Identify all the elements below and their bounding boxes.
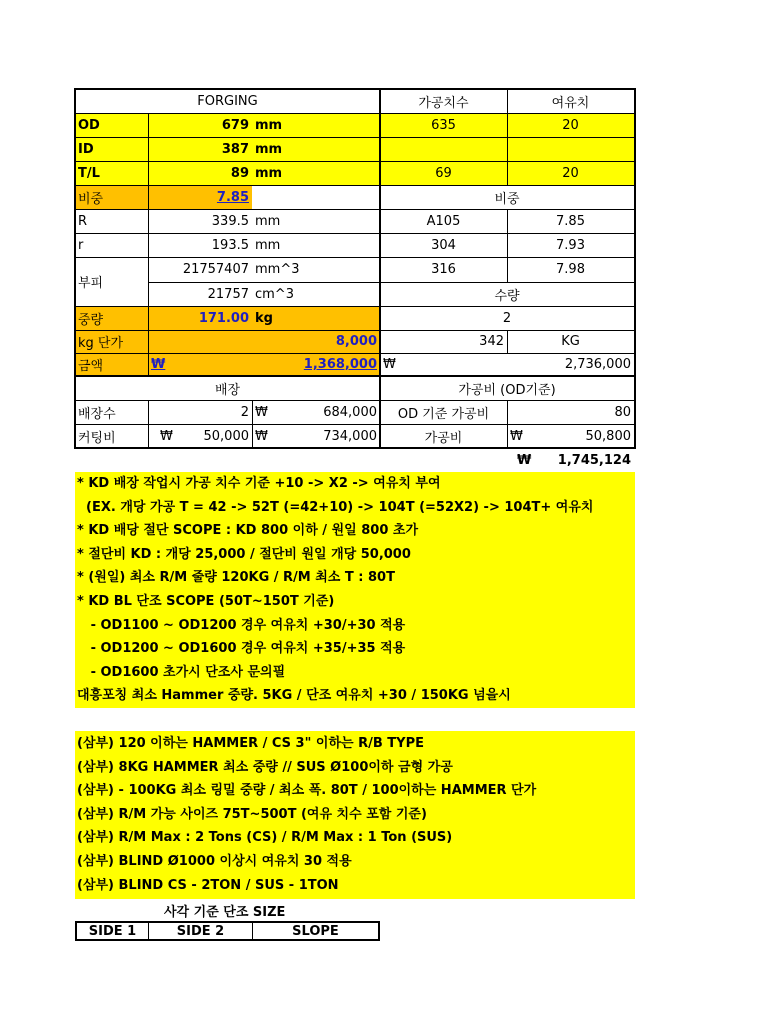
note-line: (삼부) R/M 가능 사이즈 75T~500T (여유 치수 포함 기준) — [77, 806, 427, 822]
qty-header: 수량 — [494, 288, 520, 304]
tl-machining[interactable]: 69 — [380, 161, 507, 185]
vol-cm3-unit: cm^3 — [255, 286, 294, 302]
kg-unit: KG — [561, 334, 580, 349]
grid-h-thick — [75, 375, 635, 377]
weight-unit: kg — [252, 306, 380, 330]
amount-cell — [148, 353, 380, 376]
notes-kd — [75, 472, 635, 708]
tl-value[interactable]: 89 — [148, 161, 252, 185]
note-line: - OD1600 초가시 단조사 문의필 — [77, 664, 286, 680]
grid-h — [148, 282, 635, 283]
grid-v — [507, 400, 508, 448]
od-unit: mm — [252, 113, 380, 137]
note-line: (삼부) BLIND CS - 2TON / SUS - 1TON — [77, 877, 339, 893]
cut-cell — [148, 424, 252, 448]
id-value[interactable]: 387 — [148, 137, 252, 161]
col-side2: SIDE 2 — [149, 923, 253, 939]
unit-price-label: kg 단가 — [75, 330, 148, 353]
note-line: * KD 배장 작업시 가공 치수 기준 +10 -> X2 -> 여유치 부여 — [77, 476, 441, 491]
square-table — [75, 921, 380, 941]
mat-316: 316 — [431, 262, 456, 277]
grid-h — [75, 185, 635, 186]
mc-cell — [507, 424, 634, 448]
header-machining: 가공치수 — [418, 95, 469, 111]
note-line: * KD 배당 절단 SCOPE : KD 800 이하 / 원일 800 초가 — [77, 523, 419, 539]
grid-v — [148, 113, 149, 376]
grid-v — [507, 209, 508, 282]
note-line: (EX. 개당 가공 T = 42 -> 52T (=42+10) -> 104T (=52X2) -> 104T+ 여유치 — [77, 499, 594, 515]
note-line: * KD BL 단조 SCOPE (50T~150T 기준) — [77, 593, 335, 609]
mat-a105: A105 — [426, 213, 461, 229]
den-316: 7.98 — [556, 262, 585, 277]
border-right — [634, 88, 636, 449]
grand-total-currency: ₩ — [517, 452, 532, 468]
total-currency: ₩ — [383, 357, 396, 372]
grid-h — [75, 330, 635, 331]
r-label: r — [78, 237, 84, 253]
density-label: 비중 — [75, 185, 148, 209]
cut-label: 커팅비 — [78, 430, 116, 446]
vol-mm3-unit: mm^3 — [255, 262, 300, 277]
weight-value[interactable]: 171.00 — [198, 310, 249, 326]
id-label: ID — [75, 137, 148, 161]
mc-label: 가공비 — [424, 430, 463, 446]
note-line: (삼부) - 100KG 최소 링밀 중량 / 최소 폭. 80T / 100이하는 HAMMER 단가 — [77, 783, 537, 799]
id-allowance[interactable] — [507, 137, 634, 161]
note-line: (삼부) 8KG HAMMER 최소 중량 // SUS Ø100이하 금형 가공 — [77, 759, 453, 775]
grid-h — [75, 233, 635, 234]
pack-count-label: 배장수 — [78, 406, 116, 422]
density-header: 비중 — [494, 191, 520, 207]
grid-v — [252, 400, 253, 448]
note-line: (삼부) R/M Max : 2 Tons (CS) / R/M Max : 1 Ton (SUS) — [77, 830, 453, 846]
packing-header: 배장 — [214, 382, 241, 398]
divider-middle — [379, 88, 381, 449]
amount-currency: ₩ — [151, 357, 166, 372]
border-bottom — [74, 447, 636, 449]
cut-total-currency: ₩ — [255, 428, 268, 444]
unit-price-value[interactable]: 8,000 — [335, 334, 377, 349]
grid-h — [75, 353, 635, 354]
cut-currency: ₩ — [160, 428, 173, 444]
grid-h — [75, 306, 635, 307]
r-value[interactable]: 193.5 — [211, 237, 249, 253]
od-machining[interactable]: 635 — [380, 113, 507, 137]
note-line: (삼부) 120 이하는 HAMMER / CS 3" 이하는 R/B TYPE — [77, 736, 424, 751]
od-allowance[interactable]: 20 — [507, 113, 634, 137]
pack-amount: 684,000 — [323, 404, 377, 420]
total-amount-cell — [380, 353, 634, 376]
header-forging: FORGING — [197, 93, 258, 109]
mc-currency: ₩ — [510, 428, 523, 444]
total-amount: 2,736,000 — [564, 357, 631, 372]
cut-total: 734,000 — [323, 428, 377, 444]
od-value[interactable]: 679 — [148, 113, 252, 137]
pack-amount-cell — [252, 400, 380, 424]
notes-sambu — [75, 731, 635, 899]
vol-cm3-value[interactable]: 21757 — [207, 286, 249, 302]
grid-v — [148, 400, 149, 448]
tl-allowance[interactable]: 20 — [507, 161, 634, 185]
qty-value[interactable]: 2 — [502, 310, 512, 326]
grid-h — [75, 161, 635, 162]
grand-total: 1,745,124 — [557, 452, 631, 468]
grid-h — [75, 257, 635, 258]
od-label: OD — [75, 113, 148, 137]
grand-total-cell — [507, 448, 634, 472]
r-unit: mm — [255, 237, 281, 253]
grid-h — [75, 113, 635, 114]
id-machining[interactable] — [380, 137, 507, 161]
weight-label: 중량 — [75, 306, 148, 330]
square-title: 사각 기준 단조 SIZE — [164, 905, 286, 920]
grid-v — [507, 89, 508, 185]
grid-h — [75, 209, 635, 210]
pack-count[interactable]: 2 — [240, 404, 249, 420]
grid-h — [75, 400, 635, 401]
weight-cell — [148, 306, 252, 330]
grid-v — [507, 330, 508, 353]
id-unit: mm — [252, 137, 380, 161]
R-value[interactable]: 339.5 — [211, 213, 249, 229]
note-line: * 절단비 KD : 개당 25,000 / 절단비 원일 개당 50,000 — [77, 546, 411, 562]
mc-value: 50,800 — [585, 428, 631, 444]
note-line: (삼부) BLIND Ø1000 이상시 여유치 30 적용 — [77, 853, 352, 869]
header-allowance: 여유치 — [551, 95, 590, 111]
col-side1: SIDE 1 — [77, 923, 149, 939]
grid-h — [75, 424, 635, 425]
vol-mm3-value[interactable]: 21757407 — [182, 262, 249, 277]
border-top — [74, 88, 636, 90]
amount-label: 금액 — [75, 353, 148, 376]
col-slope: SLOPE — [292, 923, 339, 939]
note-line: - OD1200 ~ OD1600 경우 여유치 +35/+35 적용 — [77, 641, 406, 657]
tl-label: T/L — [75, 161, 148, 185]
den-a105: 7.85 — [556, 213, 585, 229]
cut-total-cell — [252, 424, 380, 448]
grid-h — [75, 137, 635, 138]
kg-total: 342 — [479, 334, 504, 349]
density-value[interactable]: 7.85 — [216, 189, 249, 205]
machining-cost-header: 가공비 (OD기준) — [458, 382, 556, 398]
mat-304: 304 — [431, 237, 456, 253]
note-line: * (원일) 최소 R/M 줄량 120KG / R/M 최소 T : 80T — [77, 570, 395, 586]
den-304: 7.93 — [556, 237, 585, 253]
note-line: 대흥포칭 최소 Hammer 중량. 5KG / 단조 여유치 +30 / 150KG 넘을시 — [77, 688, 511, 704]
border-left — [74, 88, 76, 449]
od-cost-value[interactable]: 80 — [614, 404, 631, 420]
note-line: - OD1100 ~ OD1200 경우 여유치 +30/+30 적용 — [77, 617, 406, 633]
unit-price-cell — [148, 330, 380, 353]
R-unit: mm — [255, 213, 281, 229]
pack-currency: ₩ — [255, 404, 268, 420]
vol-label: 부피 — [78, 276, 104, 291]
density-cell — [148, 185, 252, 209]
R-label: R — [78, 213, 88, 229]
amount-value[interactable]: 1,368,000 — [303, 357, 377, 372]
tl-unit: mm — [252, 161, 380, 185]
cut-value[interactable]: 50,000 — [203, 428, 249, 444]
od-cost-label: OD 기준 가공비 — [397, 406, 490, 422]
